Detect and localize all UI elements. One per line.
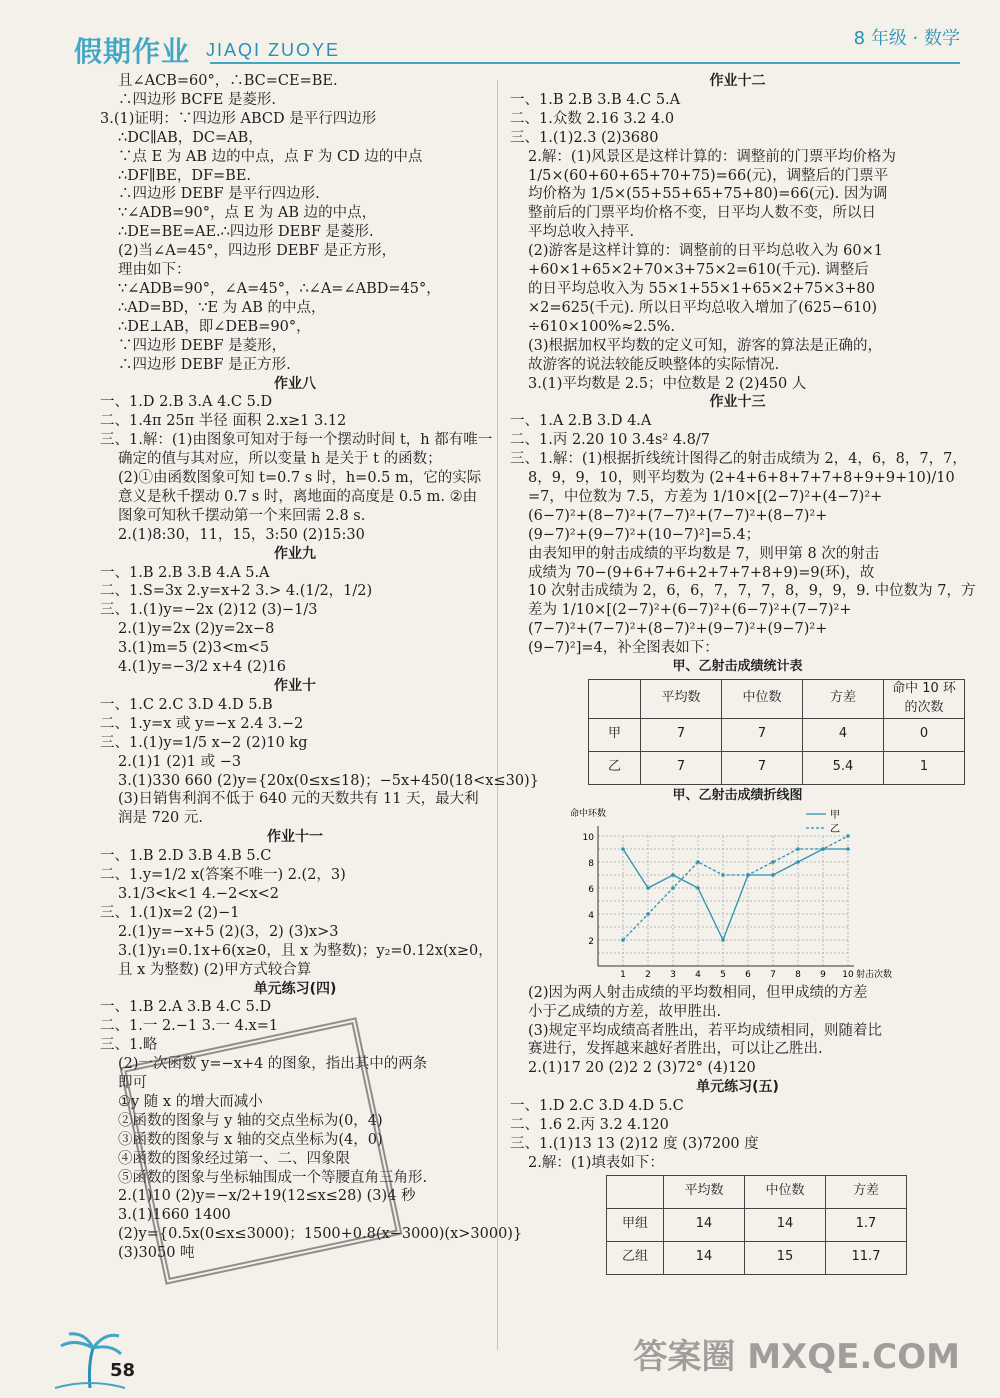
x-tick-label: 3: [670, 969, 676, 980]
answer-line: 3.(1)证明：∵四边形 ABCD 是平行四边形: [100, 110, 377, 127]
answer-line: ∵四边形 DEBF 是菱形，: [118, 337, 287, 354]
answer-line: 一、1.D 2.C 3.D 4.D 5.C: [510, 1098, 684, 1115]
table-cell: 15: [745, 1241, 826, 1274]
answer-line: 即可: [118, 1075, 147, 1092]
answer-line: 3.(1)平均数是 2.5；中位数是 2 (2)450 人: [528, 375, 807, 392]
answer-line: 且∠ACB=60°，∴BC=CE=BE.: [118, 73, 338, 89]
table-cell: 4: [803, 718, 884, 751]
answer-line: ∴四边形 BCFE 是菱形.: [118, 91, 276, 108]
answer-line: =7，中位数为 7.5，方差为 1/10×[(2−7)²+(4−7)²+: [528, 488, 883, 505]
x-tick-label: 8: [795, 969, 801, 980]
answer-line: ∴DE⊥AB，即∠DEB=90°，: [118, 318, 311, 335]
answer-line: 一、1.C 2.C 3.D 4.D 5.B: [100, 696, 273, 713]
answer-line: 4.(1)y=−3/2 x+4 (2)16: [118, 659, 286, 676]
right-top-text: [510, 72, 976, 658]
answer-line: 3.(1)1660 1400: [118, 1207, 231, 1224]
answer-line: (9−7)²]=4，补全图表如下：: [528, 640, 719, 657]
table-cell: 乙: [589, 751, 641, 784]
score-stats-table: [588, 679, 965, 785]
data-point: [696, 860, 700, 864]
answer-line: 一、1.D 2.B 3.A 4.C 5.D: [100, 394, 273, 411]
answer-line: (2)y={0.5x(0≤x≤3000)；1500+0.8(x−3000)(x>3000)}: [118, 1226, 523, 1243]
answer-line: (2)游客是这样计算的：调整前的日平均总收入为 60×1: [528, 243, 883, 260]
table-cell: 7: [722, 718, 803, 751]
answer-line: 且 x 为整数) (2)甲方式较合算: [118, 961, 312, 978]
data-point: [721, 873, 725, 877]
table-cell: 0: [884, 718, 965, 751]
answer-line: 一、1.B 2.B 3.B 4.A 5.A: [100, 564, 270, 581]
table-cell: 14: [745, 1208, 826, 1241]
answer-line: (2)因为两人射击成绩的平均数相同，但甲成绩的方差: [528, 984, 868, 1001]
answer-line: ⑤函数的图象与坐标轴围成一个等腰直角三角形.: [118, 1169, 428, 1186]
answer-line: 2.解：(1)填表如下：: [528, 1154, 664, 1171]
y-tick-label: 2: [588, 936, 594, 947]
answer-line: (6−7)²+(8−7)²+(7−7)²+(7−7)²+(8−7)²+: [528, 507, 828, 524]
answer-line: 8，9，9，10，则平均数为 (2+4+6+8+7+7+8+9+9+10)/10: [528, 470, 955, 487]
answer-line: 一、1.B 2.D 3.B 4.B 5.C: [100, 848, 272, 865]
x-tick-label: 5: [720, 969, 726, 980]
answer-line: ∴四边形 DEBF 是平行四边形.: [118, 186, 320, 203]
answer-line: 三、1.(1)y=−2x (2)12 (3)−1/3: [100, 602, 318, 619]
data-point: [746, 873, 750, 877]
answer-line: 理由如下：: [118, 262, 191, 279]
section-title: 作业九: [274, 545, 316, 562]
answer-line: 2.(1)10 (2)y=−x/2+19(12≤x≤28) (3)4 秒: [118, 1188, 416, 1205]
answer-line: ∴四边形 DEBF 是正方形.: [118, 356, 291, 373]
data-point: [796, 860, 800, 864]
answer-line: 差为 1/10×[(2−7)²+(6−7)²+(6−7)²+(7−7)²+: [528, 602, 852, 619]
y-tick-label: 10: [582, 832, 594, 843]
table-cell: 命中 10 环的次数: [884, 680, 965, 719]
answer-line: 一、1.A 2.B 3.D 4.A: [510, 413, 652, 430]
table-cell: 方差: [803, 680, 884, 719]
x-tick-label: 6: [745, 969, 751, 980]
data-point: [671, 873, 675, 877]
table-cell: 平均数: [641, 680, 722, 719]
x-tick-label: 1: [620, 969, 626, 980]
table-cell: 平均数: [664, 1175, 745, 1208]
answer-line: (2)当∠A=45°，四边形 DEBF 是正方形，: [118, 243, 397, 260]
table-cell: 甲: [589, 718, 641, 751]
answer-line: ∵点 E 为 AB 边的中点，点 F 为 CD 边的中点: [118, 148, 423, 165]
answer-line: 三、1.(1)2.3 (2)3680: [510, 129, 659, 146]
y-tick-label: 4: [588, 910, 594, 921]
legend-label: 甲: [830, 809, 840, 821]
table-cell: 7: [641, 718, 722, 751]
chart-title: 甲、乙射击成绩折线图: [672, 787, 803, 803]
header-divider: [210, 62, 960, 64]
data-point: [771, 873, 775, 877]
section-title: 作业十三: [709, 394, 766, 411]
column-divider: [497, 80, 498, 1350]
table-cell: 甲组: [607, 1208, 664, 1241]
answer-line: ∵∠ADB=90°，点 E 为 AB 边的中点，: [118, 205, 377, 222]
answer-line: 成绩为 70−(9+6+7+6+2+7+7+8+9)=9(环)，故: [528, 564, 875, 581]
watermark: 答案圈 MXQE.COM: [633, 1337, 960, 1377]
answer-line: ④函数的图象经过第一、二、四象限: [118, 1150, 350, 1167]
answer-line: 二、1.6 2.丙 3.2 4.120: [510, 1117, 669, 1134]
section-title: 单元练习(五): [696, 1079, 779, 1096]
answer-line: 3.(1)m=5 (2)3<m<5: [118, 640, 270, 657]
section-title: 作业十一: [267, 829, 323, 846]
data-point: [621, 938, 625, 942]
answer-line: 2.(1)y=2x (2)y=2x−8: [118, 621, 275, 638]
right-column: [510, 72, 976, 1277]
table-cell: 7: [641, 751, 722, 784]
data-point: [621, 847, 625, 851]
answer-line: 由表知甲的射击成绩的平均数是 7，则甲第 8 次的射击: [528, 545, 880, 562]
answer-line: 二、1.4π 25π 半径 面积 2.x≥1 3.12: [100, 413, 347, 430]
data-point: [646, 912, 650, 916]
brand-subtitle: JIAQI ZUOYE: [206, 40, 341, 60]
section-title: 作业十: [274, 678, 316, 694]
answer-line: 整前后的门票平均价格不变，日平均人数不变，所以日: [528, 205, 876, 222]
answer-line: 10 次射击成绩为 2，6，6，7，7，7，8，9，9，9. 中位数为 7，方: [528, 583, 976, 600]
table-cell: 乙组: [607, 1241, 664, 1274]
answer-line: 1/5×(60+60+65+70+75)=66(元)，调整后的门票平: [528, 167, 889, 184]
data-point: [671, 886, 675, 890]
table-cell: 1.7: [826, 1208, 907, 1241]
x-tick-label: 4: [695, 969, 701, 980]
grade-subject: 8 年级 · 数学: [853, 28, 960, 49]
answer-line: 一、1.B 2.A 3.B 4.C 5.D: [100, 999, 272, 1016]
answer-line: 2.(1)17 20 (2)2 2 (3)72° (4)120: [528, 1060, 756, 1077]
series-line-0: [623, 849, 848, 940]
answer-line: ∴DE=BE=AE.∴四边形 DEBF 是菱形.: [118, 224, 374, 241]
answer-line: 的日平均总收入为 55×1+55×1+65×2+75×3+80: [528, 280, 875, 297]
table-cell: 5.4: [803, 751, 884, 784]
y-tick-label: 8: [588, 858, 594, 869]
answer-line: +60×1+65×2+70×3+75×2=610(千元). 调整后: [528, 262, 869, 279]
answer-line: 2.(1)8:30，11，15，3:50 (2)15:30: [118, 526, 365, 543]
answer-line: 3.(1)y₁=0.1x+6(x≥0，且 x 为整数)；y₂=0.12x(x≥0，: [118, 942, 493, 959]
x-tick-label: 9: [820, 969, 826, 980]
answer-line: 小于乙成绩的方差，故甲胜出.: [528, 1003, 722, 1020]
answer-line: 意义是秋千摆动 0.7 s 时，离地面的高度是 0.5 m. ②由: [118, 488, 478, 505]
answer-line: 2.(1)y=−x+5 (2)(3，2) (3)x>3: [118, 923, 339, 940]
table-cell: 中位数: [722, 680, 803, 719]
answer-line: ×2=625(千元). 所以日平均总收入增加了(625−610): [528, 299, 878, 316]
table-row: [589, 751, 965, 784]
answer-line: 三、1.略: [100, 1037, 158, 1054]
answer-line: (9−7)²+(9−7)²+(10−7)²]=5.4；: [528, 526, 761, 543]
data-point: [796, 847, 800, 851]
table-cell: 7: [722, 751, 803, 784]
answer-line: 3.1/3<k<1 4.−2<x<2: [118, 885, 280, 902]
table-cell: 14: [664, 1241, 745, 1274]
answer-line: ∴DC∥AB，DC=AB，: [118, 129, 263, 146]
x-tick-label: 2: [645, 969, 651, 980]
table-cell: 1: [884, 751, 965, 784]
line-chart: [568, 806, 893, 984]
answer-line: 3.(1)330 660 (2)y={20x(0≤x≤18)；−5x+450(18<x≤30)}: [118, 772, 539, 789]
table1-title: 甲、乙射击成绩统计表: [672, 659, 803, 675]
table-header-row: [607, 1175, 907, 1208]
answer-line: 三、1.(1)y=1/5 x−2 (2)10 kg: [100, 734, 308, 751]
line-chart-wrap: [568, 806, 965, 984]
answer-line: 三、1.解：(1)根据折线统计图得乙的射击成绩为 2，4，6，8，7，7，: [510, 451, 967, 468]
answer-line: (2)①由函数图象可知 t=0.7 s 时，h=0.5 m，它的实际: [118, 470, 482, 487]
answer-line: ÷610×100%≈2.5%.: [528, 318, 676, 335]
table-row: [607, 1241, 907, 1274]
page-number: 58: [110, 1360, 136, 1381]
answer-line: (3)根据加权平均数的定义可知，游客的算法是正确的，: [528, 337, 883, 354]
answer-line: 2.解：(1)风景区是这样计算的：调整前的门票平均价格为: [528, 148, 896, 165]
answer-line: ①y 随 x 的增大而减小: [118, 1093, 263, 1110]
data-point: [846, 847, 850, 851]
brand-logo: 假期作业: [74, 35, 191, 68]
answer-line: (7−7)²+(7−7)²+(8−7)²+(9−7)²+(9−7)²+: [528, 621, 828, 638]
answer-line: (3)3050 吨: [118, 1245, 195, 1262]
answer-line: 三、1.(1)13 13 (2)12 度 (3)7200 度: [510, 1135, 759, 1152]
answer-line: 二、1.S=3x 2.y=x+2 3.> 4.(1/2，1/2): [100, 583, 373, 600]
answer-line: 平均总收入持平.: [528, 224, 635, 241]
y-tick-label: 6: [588, 884, 594, 895]
data-point: [646, 886, 650, 890]
answer-line: 润是 720 元.: [118, 810, 204, 827]
answer-line: 图象可知秋千摆动第一个来回需 2.8 s.: [118, 507, 366, 524]
answer-line: 一、1.B 2.B 3.B 4.C 5.A: [510, 91, 681, 108]
table-header-row: [589, 680, 965, 719]
answer-line: (3)规定平均成绩高者胜出，若平均成绩相同，则随着比: [528, 1022, 883, 1039]
answer-line: 三、1.(1)x=2 (2)−1: [100, 904, 240, 921]
x-axis-label: 射击次数: [856, 969, 893, 980]
answer-line: 2.(1)1 (2)1 或 −3: [118, 753, 242, 770]
answer-line: ③函数的图象与 x 轴的交点坐标为(4，0): [118, 1131, 383, 1148]
section-title: 作业十二: [709, 73, 766, 89]
answer-line: 二、1.丙 2.20 10 3.4s² 4.8/7: [510, 432, 710, 449]
y-axis-label: 命中环数: [570, 808, 607, 819]
data-point: [696, 886, 700, 890]
table-cell: 11.7: [826, 1241, 907, 1274]
answer-line: 二、1.y=x 或 y=−x 2.4 3.−2: [100, 715, 304, 732]
answer-line: ∴DF∥BE，DF=BE.: [118, 167, 252, 184]
table-row: [589, 718, 965, 751]
answer-line: 二、1.众数 2.16 3.2 4.0: [510, 110, 675, 127]
group-stats-table: [606, 1175, 907, 1275]
answer-line: 二、1.一 2.−1 3.一 4.x=1: [100, 1018, 279, 1035]
table-cell: [607, 1175, 664, 1208]
legend-label: 乙: [830, 823, 840, 835]
answer-line: 赛进行，发挥越来越好者胜出，可以让乙胜出.: [528, 1041, 823, 1058]
answer-line: ②函数的图象与 y 轴的交点坐标为(0，4): [118, 1112, 383, 1129]
answer-line: 故游客的说法较能反映整体的实际情况.: [528, 356, 780, 373]
table-cell: [589, 680, 641, 719]
data-point: [771, 860, 775, 864]
x-tick-label: 10: [842, 969, 854, 980]
table-row: [607, 1208, 907, 1241]
data-point: [846, 834, 850, 838]
section-title: 单元练习(四): [253, 980, 337, 997]
answer-line: 二、1.y=1/2 x(答案不唯一) 2.(2，3): [100, 867, 346, 884]
table-cell: 中位数: [745, 1175, 826, 1208]
data-point: [721, 938, 725, 942]
right-bottom-text: [510, 984, 965, 1173]
answer-line: 三、1.解：(1)由图象可知对于每一个摆动时间 t，h 都有唯一: [100, 432, 493, 449]
answer-line: (2)一次函数 y=−x+4 的图象，指出其中的两条: [118, 1056, 428, 1073]
answer-line: ∵∠ADB=90°，∠A=45°，∴∠A=∠ABD=45°，: [118, 280, 441, 297]
section-title: 作业八: [274, 375, 316, 392]
table-cell: 方差: [826, 1175, 907, 1208]
table-cell: 14: [664, 1208, 745, 1241]
answer-line: 确定的值与其对应，所以变量 h 是关于 t 的函数；: [118, 451, 442, 468]
answer-line: (3)日销售利润不低于 640 元的天数共有 11 天，最大利: [118, 791, 479, 808]
answer-line: ∴AD=BD，∵E 为 AB 的中点，: [118, 299, 326, 316]
answer-line: 均价格为 1/5×(55+55+65+75+80)=66(元). 因为调: [528, 186, 888, 203]
x-tick-label: 7: [770, 969, 776, 980]
data-point: [821, 847, 825, 851]
